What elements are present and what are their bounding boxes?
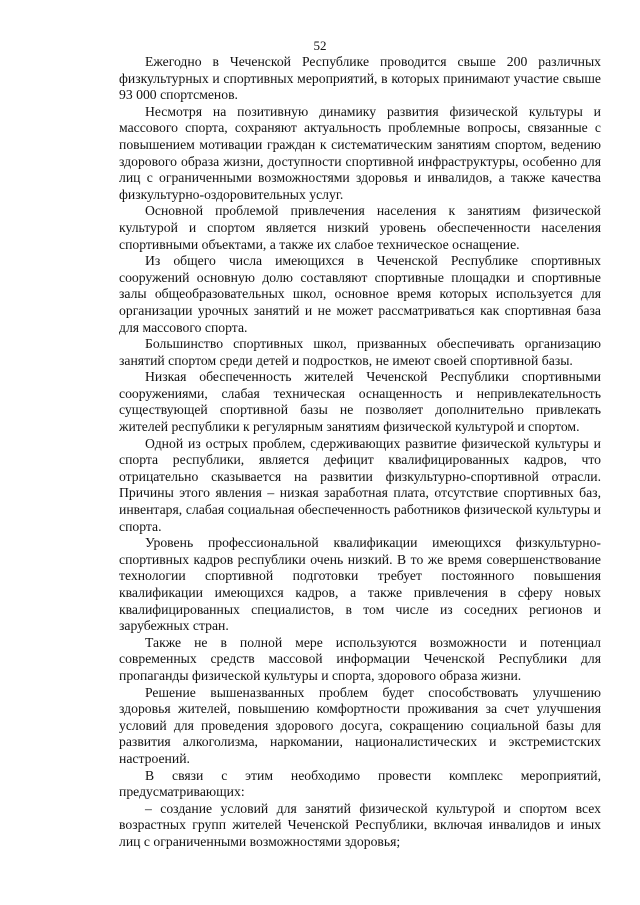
- paragraph-2: Несмотря на позитивную динамику развития физической культуры и массового спорта, сохраняют актуальность проблемные вопросы, связанные с повышением мотивации граждан к систематическим занятиям спортом, ведению здорового образа жизни, доступности спортивной инфраструктуры, особенно для лиц с ограниченными возможностями здоровья и инвалидов, а также качества физкультурно-оздоровительных услуг.: [119, 103, 601, 202]
- paragraph-8: Уровень профессиональной квалификации имеющихся физкультурно-спортивных кадров республики очень низкий. В то же время совершенствование технологии спортивной подготовки требует постоянного повышения квалификации имеющихся кадров, а также привлечения в сферу новых квалифицированных специалистов, в том числе из соседних регионов и зарубежных стран.: [119, 535, 601, 634]
- paragraph-5: Большинство спортивных школ, призванных обеспечивать организацию занятий спортом среди детей и подростков, не имеют своей спортивной базы.: [119, 336, 601, 368]
- paragraph-4: Из общего числа имеющихся в Чеченской Республике спортивных сооружений основную долю составляют спортивные площадки и спортивные залы общеобразовательных школ, основное время которых используется для организации урочных занятий и не может рассматриваться как спортивная база для массового спорта.: [119, 253, 601, 335]
- list-item-1: – создание условий для занятий физической культурой и спортом всех возрастных групп жителей Чеченской Республики, включая инвалидов и иных лиц с ограниченными возможностями здоровья;: [119, 800, 601, 849]
- paragraph-6: Низкая обеспеченность жителей Чеченской Республики спортивными сооружениями, слабая техническая оснащенность и непривлекательность существующей спортивной базы не позволяет дополнительно привлекать жителей республики к регулярным занятиям физической культурой и спортом.: [119, 369, 601, 435]
- paragraph-9: Также не в полной мере используются возможности и потенциал современных средств массовой информации Чеченской Республики для пропаганды физической культуры и спорта, здорового образа жизни.: [119, 634, 601, 683]
- paragraph-10: Решение вышеназванных проблем будет способствовать улучшению здоровья жителей, повышению комфортности проживания за счет улучшения условий для проведения здорового досуга, сокращению социальной базы для развития алкоголизма, наркомании, националистических и экстремистских настроений.: [119, 684, 601, 766]
- page-number: 52: [313, 38, 327, 53]
- paragraph-11: В связи с этим необходимо провести комплекс мероприятий, предусматривающих:: [119, 767, 601, 800]
- document-body: [119, 54, 601, 851]
- paragraph-3: Основной проблемой привлечения населения к занятиям физической культурой и спортом является низкий уровень обеспеченности населения спортивными объектами, а также их слабое техническое оснащение.: [119, 203, 601, 252]
- paragraph-7: Одной из острых проблем, сдерживающих развитие физической культуры и спорта республики, является дефицит квалифицированных кадров, что отрицательно сказывается на развитии физкультурно-спортивной отрасли. Причины этого явления – низкая заработная плата, отсутствие спортивных баз, инвентаря, слабая социальная обеспеченность работников физической культуры и спорта.: [119, 435, 601, 534]
- paragraph-1: Ежегодно в Чеченской Республике проводится свыше 200 различных физкультурных и спортивных мероприятий, в которых принимают участие свыше 93 000 спортсменов.: [119, 54, 601, 103]
